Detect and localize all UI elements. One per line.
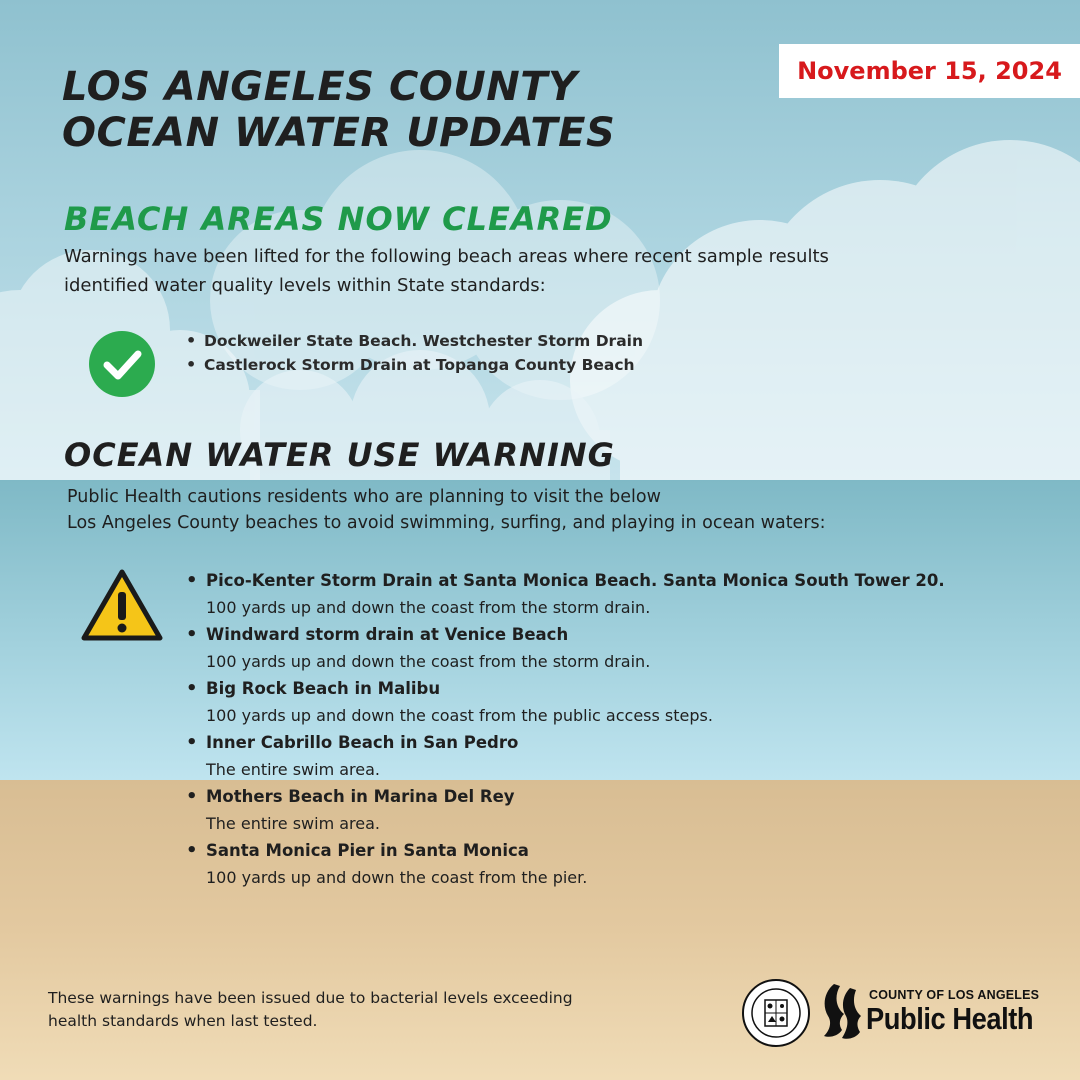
warning-beach-detail: 100 yards up and down the coast from the storm drain. bbox=[206, 598, 651, 617]
cleared-beach-name: Castlerock Storm Drain at Topanga County Beach bbox=[204, 356, 635, 374]
page-title bbox=[62, 64, 615, 156]
warning-beach-detail: 100 yards up and down the coast from the pier. bbox=[206, 868, 588, 887]
list-item bbox=[186, 729, 986, 783]
warning-beach-detail: The entire swim area. bbox=[206, 760, 381, 779]
date-badge bbox=[779, 44, 1080, 98]
date-text: November 15, 2024 bbox=[797, 57, 1062, 85]
footer-note-line-2: health standards when last tested. bbox=[48, 1012, 318, 1030]
bullet: • bbox=[186, 732, 198, 753]
bullet: • bbox=[186, 570, 198, 591]
list-item bbox=[186, 621, 986, 675]
title-line-2: OCEAN WATER UPDATES bbox=[62, 110, 616, 156]
list-item bbox=[186, 783, 986, 837]
bullet: • bbox=[186, 678, 198, 699]
footer-note-line-1: These warnings have been issued due to bacterial levels exceeding bbox=[48, 989, 573, 1007]
list-item bbox=[186, 675, 986, 729]
bullet: • bbox=[186, 355, 197, 374]
title-line-1: LOS ANGELES COUNTY bbox=[62, 64, 578, 110]
logo-county-text: COUNTY OF LOS ANGELES bbox=[869, 988, 1040, 1002]
warning-beach-name: Windward storm drain at Venice Beach bbox=[206, 625, 569, 644]
warning-beach-detail: 100 yards up and down the coast from the storm drain. bbox=[206, 652, 651, 671]
warning-beach-name: Pico-Kenter Storm Drain at Santa Monica Beach. Santa Monica South Tower 20. bbox=[206, 571, 945, 590]
bullet: • bbox=[186, 624, 198, 645]
warning-beach-name: Santa Monica Pier in Santa Monica bbox=[206, 841, 529, 860]
warning-description-line-1: Public Health cautions residents who are planning to visit the below bbox=[67, 487, 661, 507]
warning-beach-list bbox=[186, 567, 986, 891]
bullet: • bbox=[186, 331, 197, 350]
footer-note bbox=[48, 987, 688, 1033]
warning-beach-name: Mothers Beach in Marina Del Rey bbox=[206, 787, 515, 806]
cleared-beach-list bbox=[186, 329, 786, 377]
list-item bbox=[186, 329, 786, 353]
cleared-description-line-2: identified water quality levels within State standards: bbox=[64, 275, 546, 296]
warning-triangle-icon bbox=[80, 568, 164, 642]
warning-beach-detail: The entire swim area. bbox=[206, 814, 381, 833]
warning-beach-name: Inner Cabrillo Beach in San Pedro bbox=[206, 733, 519, 752]
warning-description bbox=[67, 484, 967, 536]
list-item bbox=[186, 353, 786, 377]
cleared-description bbox=[64, 242, 944, 300]
cleared-heading: BEACH AREAS NOW CLEARED bbox=[64, 200, 613, 238]
public-health-logo-icon bbox=[820, 980, 864, 1046]
warning-heading: OCEAN WATER USE WARNING bbox=[64, 436, 615, 474]
county-seal-icon bbox=[741, 978, 811, 1048]
check-circle-icon bbox=[88, 330, 156, 398]
warning-beach-name: Big Rock Beach in Malibu bbox=[206, 679, 441, 698]
warning-description-line-2: Los Angeles County beaches to avoid swimming, surfing, and playing in ocean waters: bbox=[67, 513, 826, 533]
list-item bbox=[186, 567, 986, 621]
bullet: • bbox=[186, 840, 198, 861]
warning-beach-detail: 100 yards up and down the coast from the public access steps. bbox=[206, 706, 713, 725]
list-item bbox=[186, 837, 986, 891]
cleared-description-line-1: Warnings have been lifted for the following beach areas where recent sample results bbox=[64, 246, 829, 267]
cleared-beach-name: Dockweiler State Beach. Westchester Storm Drain bbox=[204, 332, 644, 350]
logo-name-text: Public Health bbox=[866, 1001, 1034, 1036]
bullet: • bbox=[186, 786, 198, 807]
